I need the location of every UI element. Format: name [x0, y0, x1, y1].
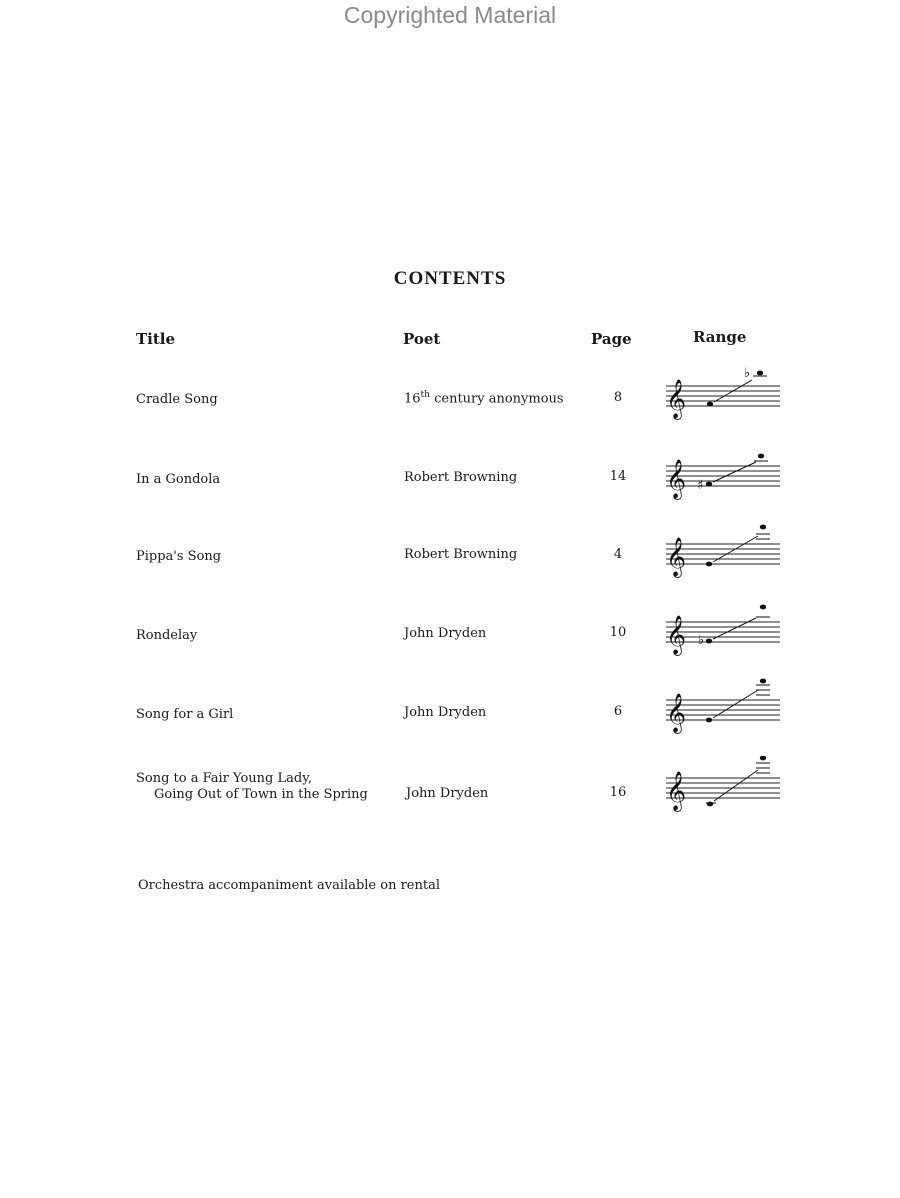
range-staff	[664, 522, 782, 578]
row-page: 10	[609, 625, 627, 640]
page-title: CONTENTS	[393, 268, 507, 289]
flat-icon: ♭	[744, 366, 751, 381]
row-page: 4	[613, 547, 623, 562]
row-poet: John Dryden	[406, 786, 489, 801]
row-poet: Robert Browning	[404, 470, 518, 485]
row-page: 8	[613, 390, 623, 405]
row-title: Song to a Fair Young Lady, Going Out of Town in the Spring	[136, 771, 368, 802]
column-header-range: Range	[693, 328, 747, 346]
column-header-poet: Poet	[403, 330, 441, 348]
range-staff	[664, 600, 782, 656]
treble-clef-icon: 𝄞	[666, 379, 687, 419]
row-page: 16	[609, 785, 627, 800]
row-title: Rondelay	[136, 628, 198, 643]
range-staff	[664, 364, 782, 420]
row-poet: John Dryden	[404, 626, 487, 641]
row-page: 6	[613, 704, 623, 719]
column-header-title: Title	[136, 330, 176, 348]
row-poet: Robert Browning	[404, 547, 518, 562]
row-poet: 16th century anonymous	[404, 390, 564, 407]
treble-clef-icon: 𝄞	[666, 771, 687, 811]
row-poet: John Dryden	[404, 705, 487, 720]
column-header-page: Page	[591, 330, 632, 348]
range-staff	[664, 444, 782, 500]
range-staff	[664, 756, 782, 812]
row-title: Pippa's Song	[136, 549, 222, 564]
footer-note: Orchestra accompaniment available on rental	[138, 878, 440, 893]
flat-icon: ♭	[698, 633, 705, 648]
treble-clef-icon: 𝄞	[666, 459, 687, 499]
treble-clef-icon: 𝄞	[666, 537, 687, 577]
watermark: Copyrighted Material	[343, 2, 557, 28]
row-page: 14	[609, 469, 627, 484]
treble-clef-icon: 𝄞	[666, 693, 687, 733]
range-staff	[664, 678, 782, 734]
row-title: Song for a Girl	[136, 707, 234, 722]
sharp-icon: ♯	[697, 478, 704, 493]
row-title: Cradle Song	[136, 392, 218, 407]
row-title: In a Gondola	[136, 472, 221, 487]
treble-clef-icon: 𝄞	[666, 615, 687, 655]
